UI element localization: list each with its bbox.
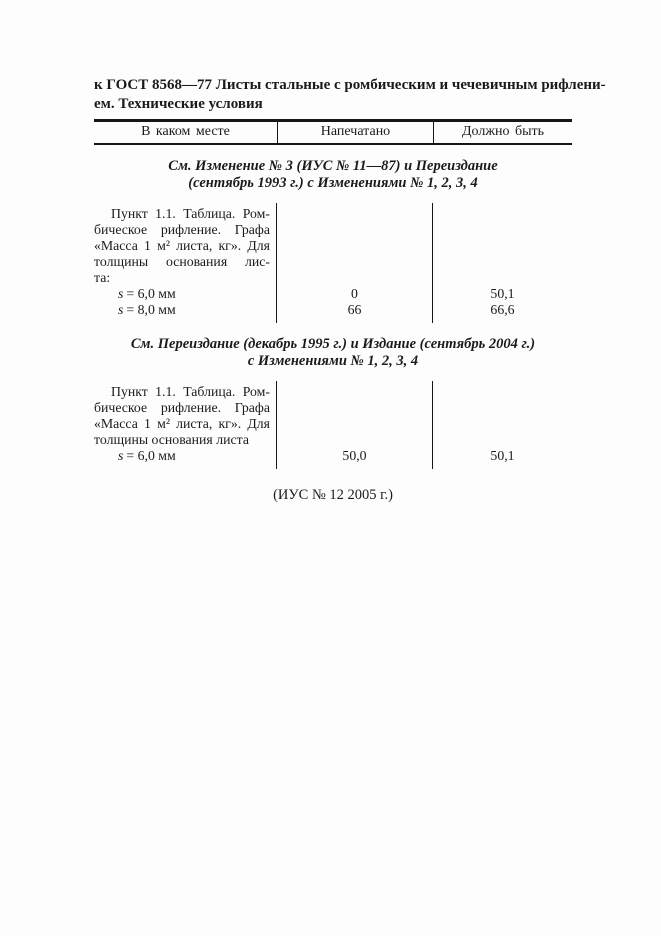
column-header-should-be: Должно быть <box>433 122 572 143</box>
location-line: «Масса 1 м² листа, кг». Для <box>94 416 270 431</box>
errata-table-header <box>94 119 572 145</box>
should-be-cell <box>433 203 572 323</box>
printed-cell <box>277 203 433 323</box>
location-line: толщины основания листа <box>94 432 249 447</box>
section-1-heading <box>94 158 572 192</box>
printed-value: 0 <box>351 286 358 301</box>
document-title-line: ем. Технические условия <box>94 96 263 112</box>
section-heading-line: с Изменениями № 1, 2, 3, 4 <box>247 353 419 369</box>
printed-cell <box>277 381 433 469</box>
should-be-value: 50,1 <box>490 286 515 301</box>
thickness-condition: = 6,0 мм <box>126 448 176 463</box>
printed-value: 66 <box>347 302 362 317</box>
thickness-variable: s <box>118 448 124 463</box>
thickness-condition: = 8,0 мм <box>126 302 176 317</box>
should-be-value: 66,6 <box>490 302 515 317</box>
thickness-variable: s <box>118 302 124 317</box>
location-line: «Масса 1 м² листа, кг». Для <box>94 238 270 253</box>
location-cell <box>94 203 277 323</box>
location-line: толщины основания лис- <box>94 254 270 269</box>
column-header-place: В каком месте <box>141 124 230 139</box>
section-heading-line: (сентябрь 1993 г.) с Изменениями № 1, 2, 3, 4 <box>188 175 478 191</box>
printed-value: 50,0 <box>342 448 367 463</box>
should-be-value: 50,1 <box>490 448 515 463</box>
errata-block-2 <box>94 381 572 469</box>
location-cell <box>94 381 277 469</box>
section-heading-line: См. Переиздание (декабрь 1995 г.) и Издание (сентябрь 2004 г.) <box>130 336 536 352</box>
location-line: та: <box>94 270 111 285</box>
thickness-condition: = 6,0 мм <box>126 286 176 301</box>
location-line: бическое рифление. Графа <box>94 222 270 237</box>
errata-block-1 <box>94 203 572 323</box>
location-line: Пункт 1.1. Таблица. Ром- <box>111 384 270 399</box>
location-line: бическое рифление. Графа <box>94 400 270 415</box>
location-line: Пункт 1.1. Таблица. Ром- <box>111 206 270 221</box>
document-title-line: к ГОСТ 8568—77 Листы стальные с ромбическим и чечевичным рифлени- <box>94 77 606 93</box>
source-note: (ИУС № 12 2005 г.) <box>273 487 393 503</box>
thickness-row <box>94 286 270 302</box>
section-heading-line: См. Изменение № 3 (ИУС № 11—87) и Переиздание <box>168 158 498 174</box>
should-be-cell <box>433 381 572 469</box>
thickness-variable: s <box>118 286 124 301</box>
thickness-row <box>94 448 270 464</box>
column-header-printed: Напечатано <box>277 122 433 143</box>
thickness-row <box>94 302 270 318</box>
section-2-heading <box>94 336 572 370</box>
page-content <box>94 76 606 504</box>
document-title <box>94 76 606 114</box>
